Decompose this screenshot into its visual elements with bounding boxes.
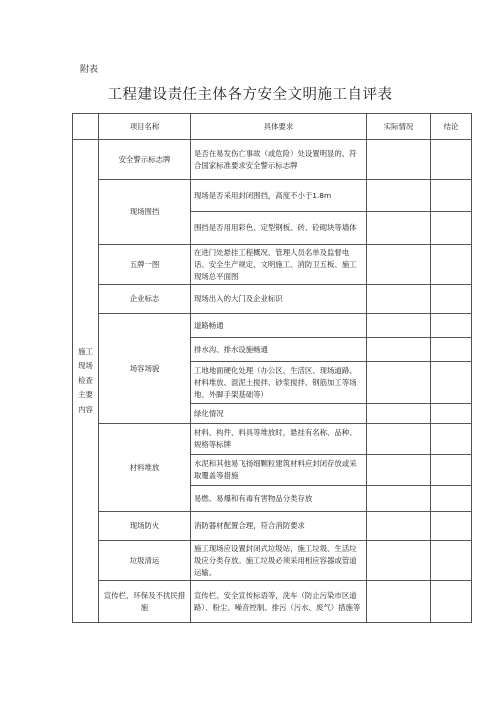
category-cell: 施工现场检查主要内容 xyxy=(73,140,99,623)
conclusion-cell[interactable] xyxy=(431,180,472,212)
requirement-cell: 消防器材配置合理，符合消防要求 xyxy=(191,512,367,541)
table-body xyxy=(73,114,472,623)
conclusion-cell[interactable] xyxy=(431,512,472,541)
requirement-cell: 材料、构件、料具等堆放时，悬挂有名称、品种、规格等标牌 xyxy=(191,424,367,455)
requirement-cell: 现场出入的大门及企业标识 xyxy=(191,285,367,314)
item-name-cell: 宣传栏、环保及不扰民措施 xyxy=(99,581,191,623)
table-row xyxy=(73,245,472,285)
actual-cell[interactable] xyxy=(367,212,431,245)
item-name-cell: 垃圾清运 xyxy=(99,541,191,581)
conclusion-cell[interactable] xyxy=(431,404,472,424)
actual-cell[interactable] xyxy=(367,314,431,338)
requirement-cell: 道路畅通 xyxy=(191,314,367,338)
col-header-actual: 实际情况 xyxy=(367,114,431,140)
conclusion-cell[interactable] xyxy=(431,338,472,362)
requirement-cell: 绿化情况 xyxy=(191,404,367,424)
table-row xyxy=(73,512,472,541)
requirement-cell: 易燃、易爆和有毒有害物品分类存放 xyxy=(191,486,367,512)
actual-cell[interactable] xyxy=(367,404,431,424)
table-row xyxy=(73,285,472,314)
item-name-cell: 材料堆放 xyxy=(99,424,191,512)
col-header-item: 项目名称 xyxy=(99,114,191,140)
conclusion-cell[interactable] xyxy=(431,314,472,338)
requirement-cell: 宣传栏、安全宣传标语等，洗车（防止污染市区道路）、粉尘、噪音控制、排污（污水、废气）措施等 xyxy=(191,581,367,623)
actual-cell[interactable] xyxy=(367,180,431,212)
requirement-cell: 围挡是否用用彩色、定型钢板、砖、砼砌块等墙体 xyxy=(191,212,367,245)
table-row xyxy=(73,581,472,623)
actual-cell[interactable] xyxy=(367,285,431,314)
table-row xyxy=(73,140,472,180)
actual-cell[interactable] xyxy=(367,581,431,623)
col-header-conclusion: 结论 xyxy=(431,114,472,140)
actual-cell[interactable] xyxy=(367,424,431,455)
requirement-cell: 水泥和其他易飞扬细颗粒建筑材料应封闭存放或采取覆盖等措施 xyxy=(191,455,367,486)
page-title: 工程建设责任主体各方安全文明施工自评表 xyxy=(107,87,393,103)
actual-cell[interactable] xyxy=(367,541,431,581)
attachment-label: 附表 xyxy=(80,65,99,75)
actual-cell[interactable] xyxy=(367,338,431,362)
conclusion-cell[interactable] xyxy=(431,245,472,285)
requirement-cell: 现场是否采用封闭围挡，高度不小于1.8m xyxy=(191,180,367,212)
actual-cell[interactable] xyxy=(367,140,431,180)
item-name-cell: 现场围挡 xyxy=(99,180,191,245)
actual-cell[interactable] xyxy=(367,455,431,486)
header-row xyxy=(73,114,472,140)
table-row xyxy=(73,424,472,455)
conclusion-cell[interactable] xyxy=(431,455,472,486)
item-name-cell: 五牌一图 xyxy=(99,245,191,285)
conclusion-cell[interactable] xyxy=(431,486,472,512)
header-blank xyxy=(73,114,99,140)
item-name-cell: 现场防火 xyxy=(99,512,191,541)
conclusion-cell[interactable] xyxy=(431,212,472,245)
requirement-cell: 是否在易发伤亡事故（或危险）处设置明显的、符合国家标准要求安全警示标志牌 xyxy=(191,140,367,180)
conclusion-cell[interactable] xyxy=(431,140,472,180)
col-header-requirement: 具体要求 xyxy=(191,114,367,140)
self-evaluation-table xyxy=(72,113,472,623)
table-row xyxy=(73,541,472,581)
conclusion-cell[interactable] xyxy=(431,362,472,404)
requirement-cell: 工地地面硬化处理（办公区、生活区、现场道路、材料堆放、混泥土搅拌、砂浆搅拌、钢筋加工等场地、外脚手架基础等） xyxy=(191,362,367,404)
item-name-cell: 企业标志 xyxy=(99,285,191,314)
table-row xyxy=(73,314,472,338)
item-name-cell: 安全警示标志牌 xyxy=(99,140,191,180)
actual-cell[interactable] xyxy=(367,486,431,512)
actual-cell[interactable] xyxy=(367,512,431,541)
requirement-cell: 施工现场应设置封闭式垃圾站，施工垃圾、生活垃圾应分类存放。施工垃圾必须采用相应容器或管道运输。 xyxy=(191,541,367,581)
actual-cell[interactable] xyxy=(367,362,431,404)
conclusion-cell[interactable] xyxy=(431,285,472,314)
conclusion-cell[interactable] xyxy=(431,424,472,455)
conclusion-cell[interactable] xyxy=(431,581,472,623)
item-name-cell: 场容场貌 xyxy=(99,314,191,424)
conclusion-cell[interactable] xyxy=(431,541,472,581)
table-row xyxy=(73,180,472,212)
actual-cell[interactable] xyxy=(367,245,431,285)
requirement-cell: 排水沟、排水设施畅通 xyxy=(191,338,367,362)
requirement-cell: 在进门处悬挂工程概况、管理人员名单及监督电话、安全生产规定、文明施工、消防卫五板、施工现场总平面图 xyxy=(191,245,367,285)
